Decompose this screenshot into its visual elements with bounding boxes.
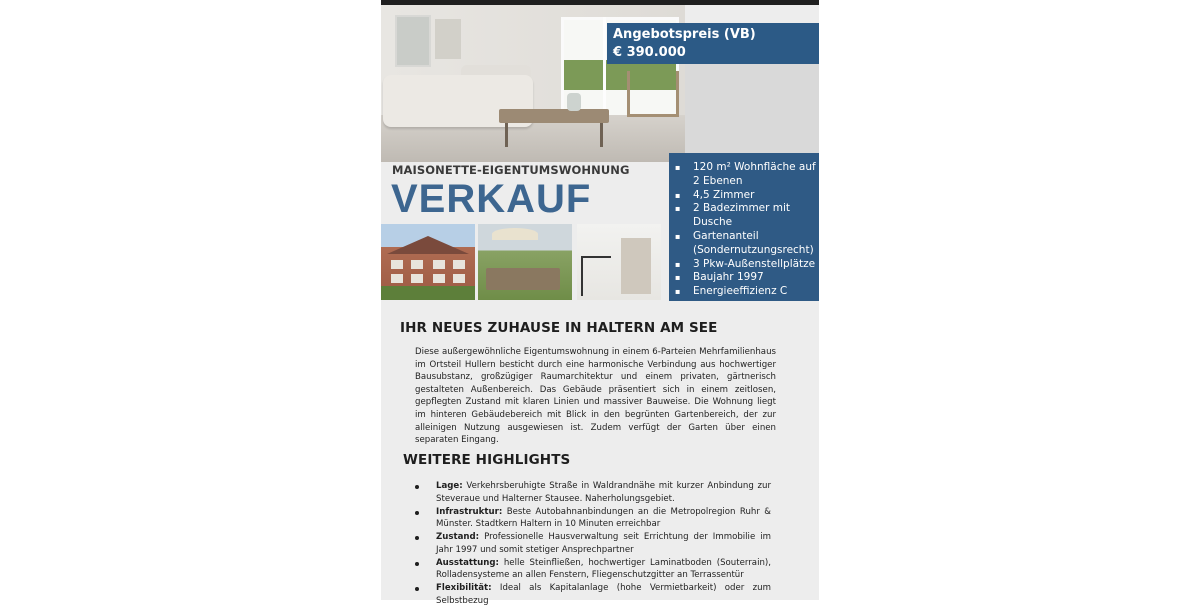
highlight-label: Lage: [436, 481, 463, 491]
highlight-text: Professionelle Hausverwaltung seit Errichtung der Immobilie im Jahr 1997 und somit stetiger Ansprechpartner [436, 532, 771, 555]
highlight-item [415, 557, 771, 582]
highlight-label: Ausstattung: [436, 557, 499, 568]
price-box [607, 23, 819, 64]
bullet-dot-icon [415, 587, 419, 591]
description-text: Diese außergewöhnliche Eigentumswohnung in einem 6-Parteien Mehrfamilienhaus im Ortsteil Hullern besticht durch eine harmonische Verbindung aus hochwertiger Bausubstanz, großzügiger Raumarchitektur und einem privaten, gärtnerisch gestalteten Außenbereich. Das Gebäude präsentiert sich in einem zeitlosen, gepflegten Zustand mit klaren Linien und massiver Bauweise. Die Wohnung liegt im hinteren Gebäudebereich mit Blick in den begrünten Gartenbereich, der zur alleinigen Nutzung ausgewiesen ist. Zudem verfügt der Garten über einen separaten Eingang. [415, 347, 776, 446]
feature-text: 3 Pkw-Außenstellplätze [693, 257, 816, 270]
section-heading-highlights: WEITERE HIGHLIGHTS [403, 452, 571, 468]
price-value: € 390.000 [613, 45, 686, 60]
highlight-item [415, 480, 771, 505]
highlight-item [415, 506, 771, 531]
property-type: MAISONETTE-EIGENTUMSWOHNUNG [392, 163, 630, 177]
square-bullet-icon: ▪ [675, 190, 681, 200]
highlight-text: helle Steinfließen, hochwertiger Laminatboden (Souterrain), Rolladensysteme an allen Fenstern, Fliegenschutzgitter an Terrassentür [436, 557, 771, 581]
feature-item [675, 189, 819, 203]
square-bullet-icon: ▪ [675, 259, 681, 269]
expose-page [381, 0, 819, 606]
highlight-item [415, 531, 771, 556]
square-bullet-icon: ▪ [675, 287, 681, 297]
feature-text: 2 Badezimmer mit Dusche [693, 202, 791, 229]
feature-item [675, 202, 819, 230]
square-bullet-icon: ▪ [675, 204, 681, 214]
price-label: Angebotspreis (VB) [613, 27, 756, 42]
feature-item [675, 161, 819, 189]
highlight-text: Beste Autobahnanbindungen an die Metropolregion Ruhr & Münster. Stadtkern Haltern in 10 Minuten erreichbar [436, 506, 771, 530]
feature-text: Gartenanteil (Sondernutzungsrecht) [693, 229, 814, 256]
square-bullet-icon: ▪ [675, 273, 681, 283]
square-bullet-icon: ▪ [675, 231, 681, 241]
highlight-text: Verkehrsberuhigte Straße in Waldrandnähe mit kurzer Anbindung zur Steveraue und Halterner Stausee. Naherholungsgebiet. [436, 481, 771, 504]
hallway-photo [577, 224, 661, 300]
bullet-dot-icon [415, 562, 419, 566]
gray-panel [685, 64, 819, 154]
features-list [675, 161, 819, 299]
feature-text: 4,5 Zimmer [693, 188, 755, 201]
thumbnail-strip [381, 224, 669, 300]
highlight-label: Zustand: [436, 532, 480, 543]
bullet-dot-icon [415, 511, 419, 515]
highlight-label: Infrastruktur: [436, 506, 503, 517]
highlight-label: Flexibilität: [436, 583, 492, 594]
feature-item [675, 285, 819, 299]
building-exterior-photo [381, 224, 475, 300]
section-heading-home: IHR NEUES ZUHAUSE IN HALTERN AM SEE [400, 320, 718, 336]
page-title: VERKAUF [391, 177, 592, 221]
feature-item [675, 258, 819, 272]
bullet-dot-icon [415, 485, 419, 489]
bullet-dot-icon [415, 536, 419, 540]
features-box [669, 153, 819, 301]
feature-item [675, 230, 819, 258]
square-bullet-icon: ▪ [675, 163, 681, 172]
feature-item [675, 271, 819, 285]
highlight-text: Ideal als Kapitalanlage (hohe Vermietbarkeit) oder zum Selbstbezug [436, 583, 771, 606]
highlight-item [415, 582, 771, 607]
feature-text: 120 m² Wohnfläche auf 2 Ebenen [693, 161, 816, 187]
feature-text: Baujahr 1997 [693, 271, 764, 284]
highlights-list [415, 480, 771, 608]
garden-terrace-photo [478, 224, 572, 300]
feature-text: Energieeffizienz C [693, 285, 788, 298]
